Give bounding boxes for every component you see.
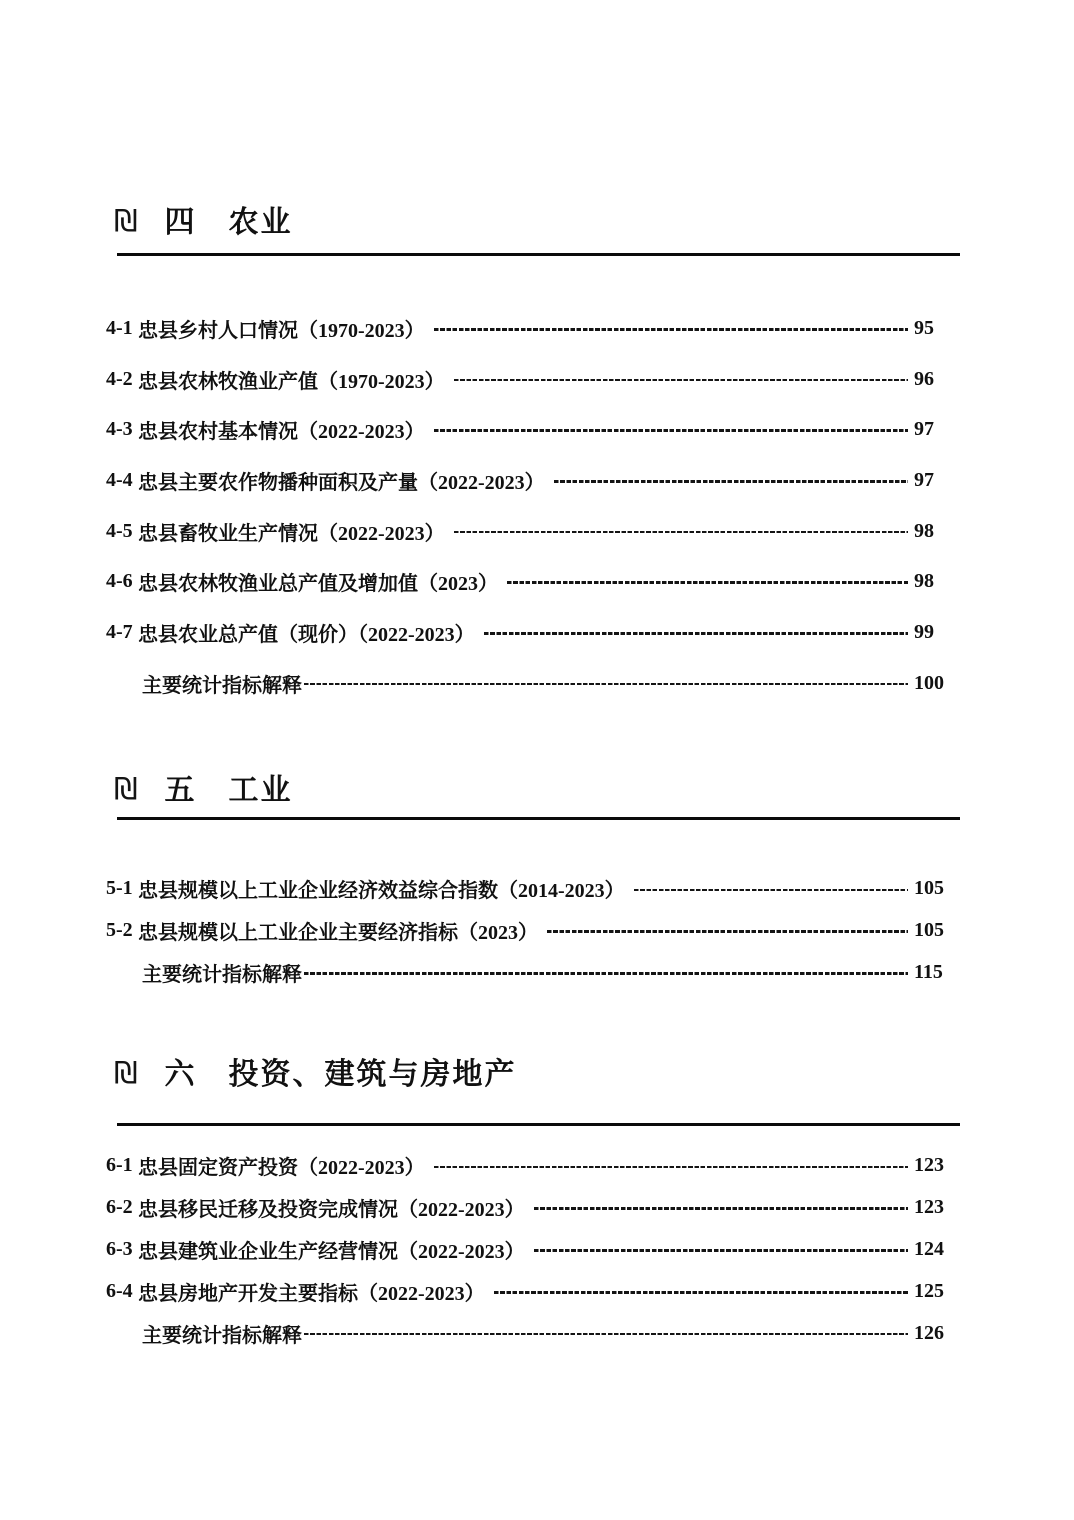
- dash-leader: [634, 889, 908, 892]
- entry-number: 6-2: [106, 1196, 133, 1219]
- entry-page-number: 97: [914, 418, 934, 441]
- entry-title: 忠县移民迁移及投资完成情况（2022-2023）: [138, 1199, 525, 1222]
- dash-leader: [554, 480, 908, 483]
- dash-leader: [304, 1333, 908, 1336]
- entry-number: 6-1: [106, 1154, 133, 1177]
- toc-entry: [106, 1312, 950, 1354]
- toc-entry: [106, 354, 950, 405]
- section-title: 四 农业: [164, 205, 293, 239]
- entry-page-number: 123: [914, 1154, 944, 1177]
- section-marker-icon: ₪: [114, 204, 138, 239]
- toc-entry: [106, 455, 950, 506]
- entry-page-number: 98: [914, 519, 934, 542]
- entry-number: 4-4: [106, 468, 133, 491]
- dash-leader: [534, 1249, 908, 1252]
- section-investment-construction-realestate: [106, 1055, 962, 1347]
- entry-number: 4-5: [106, 519, 133, 542]
- dash-leader: [547, 930, 908, 933]
- dash-leader: [434, 1166, 908, 1169]
- entry-page-number: 96: [914, 367, 934, 390]
- entry-title: 忠县建筑业企业生产经营情况（2022-2023）: [138, 1240, 525, 1263]
- section-divider-line: [117, 817, 960, 820]
- toc-entry: [106, 607, 950, 658]
- entry-page-number: 100: [914, 671, 944, 694]
- entry-title: 忠县规模以上工业企业主要经济指标（2023）: [138, 922, 538, 945]
- entry-title: 忠县规模以上工业企业经济效益综合指数（2014-2023）: [138, 880, 625, 903]
- section-divider-line: [117, 1123, 960, 1126]
- toc-entry: [106, 1187, 950, 1229]
- dash-leader: [507, 581, 908, 584]
- section-title: 六 投资、建筑与房地产: [164, 1057, 517, 1091]
- toc-entries: [106, 303, 950, 709]
- entry-number: 6-4: [106, 1279, 133, 1302]
- dash-leader: [534, 1207, 908, 1210]
- toc-entry: [106, 1145, 950, 1187]
- entry-title: 忠县畜牧业生产情况（2022-2023）: [138, 522, 445, 545]
- dash-leader: [454, 531, 908, 534]
- entry-page-number: 105: [914, 919, 944, 942]
- section-header: [106, 1055, 962, 1093]
- entry-number: 4-1: [106, 316, 133, 339]
- entry-page-number: 126: [914, 1321, 944, 1344]
- section-header: [106, 203, 962, 241]
- entry-page-number: 97: [914, 468, 934, 491]
- dash-leader: [494, 1291, 908, 1294]
- dash-leader: [484, 632, 908, 635]
- section-agriculture: [106, 203, 962, 697]
- entry-title: 主要统计指标解释: [142, 1324, 302, 1347]
- section-marker-icon: ₪: [114, 772, 138, 807]
- entry-page-number: 105: [914, 877, 944, 900]
- toc-entry: [106, 303, 950, 354]
- dash-leader: [454, 379, 908, 382]
- section-divider-line: [117, 253, 960, 256]
- entry-number: 5-2: [106, 919, 133, 942]
- entry-title: 忠县固定资产投资（2022-2023）: [138, 1157, 425, 1180]
- dash-leader: [434, 429, 908, 432]
- dash-leader: [304, 972, 908, 975]
- entry-page-number: 123: [914, 1196, 944, 1219]
- section-header: [106, 771, 962, 809]
- entry-title: 忠县主要农作物播种面积及产量（2022-2023）: [138, 471, 545, 494]
- entry-number: 4-2: [106, 367, 133, 390]
- entry-number: 4-6: [106, 570, 133, 593]
- toc-entry: [106, 1270, 950, 1312]
- toc-entry: [106, 910, 950, 952]
- toc-entry: [106, 658, 950, 709]
- entry-title: 忠县农林牧渔业总产值及增加值（2023）: [138, 573, 498, 596]
- section-industry: [106, 771, 962, 986]
- dash-leader: [434, 328, 908, 331]
- entry-number: 4-3: [106, 418, 133, 441]
- toc-entry: [106, 952, 950, 994]
- entry-page-number: 98: [914, 570, 934, 593]
- entry-title: 忠县乡村人口情况（1970-2023）: [138, 319, 425, 342]
- entry-page-number: 115: [914, 960, 943, 983]
- section-title: 五 工业: [164, 773, 293, 807]
- entry-title: 忠县农村基本情况（2022-2023）: [138, 421, 425, 444]
- toc-entries: [106, 1145, 950, 1354]
- entry-title: 忠县房地产开发主要指标（2022-2023）: [138, 1282, 485, 1305]
- entry-title: 忠县农林牧渔业产值（1970-2023）: [138, 370, 445, 393]
- entry-number: 5-1: [106, 877, 133, 900]
- toc-entry: [106, 556, 950, 607]
- entry-page-number: 99: [914, 620, 934, 643]
- entry-number: 6-3: [106, 1237, 133, 1260]
- entry-page-number: 95: [914, 316, 934, 339]
- toc-entry: [106, 1229, 950, 1271]
- entry-title: 主要统计指标解释: [142, 963, 302, 986]
- section-marker-icon: ₪: [114, 1056, 138, 1091]
- toc-entries: [106, 868, 950, 993]
- toc-entry: [106, 404, 950, 455]
- entry-page-number: 124: [914, 1237, 944, 1260]
- toc-entry: [106, 868, 950, 910]
- entry-title: 主要统计指标解释: [142, 674, 302, 697]
- entry-page-number: 125: [914, 1279, 944, 1302]
- entry-number: 4-7: [106, 620, 133, 643]
- entry-title: 忠县农业总产值（现价）（2022-2023）: [138, 623, 475, 646]
- toc-entry: [106, 506, 950, 557]
- dash-leader: [304, 683, 908, 686]
